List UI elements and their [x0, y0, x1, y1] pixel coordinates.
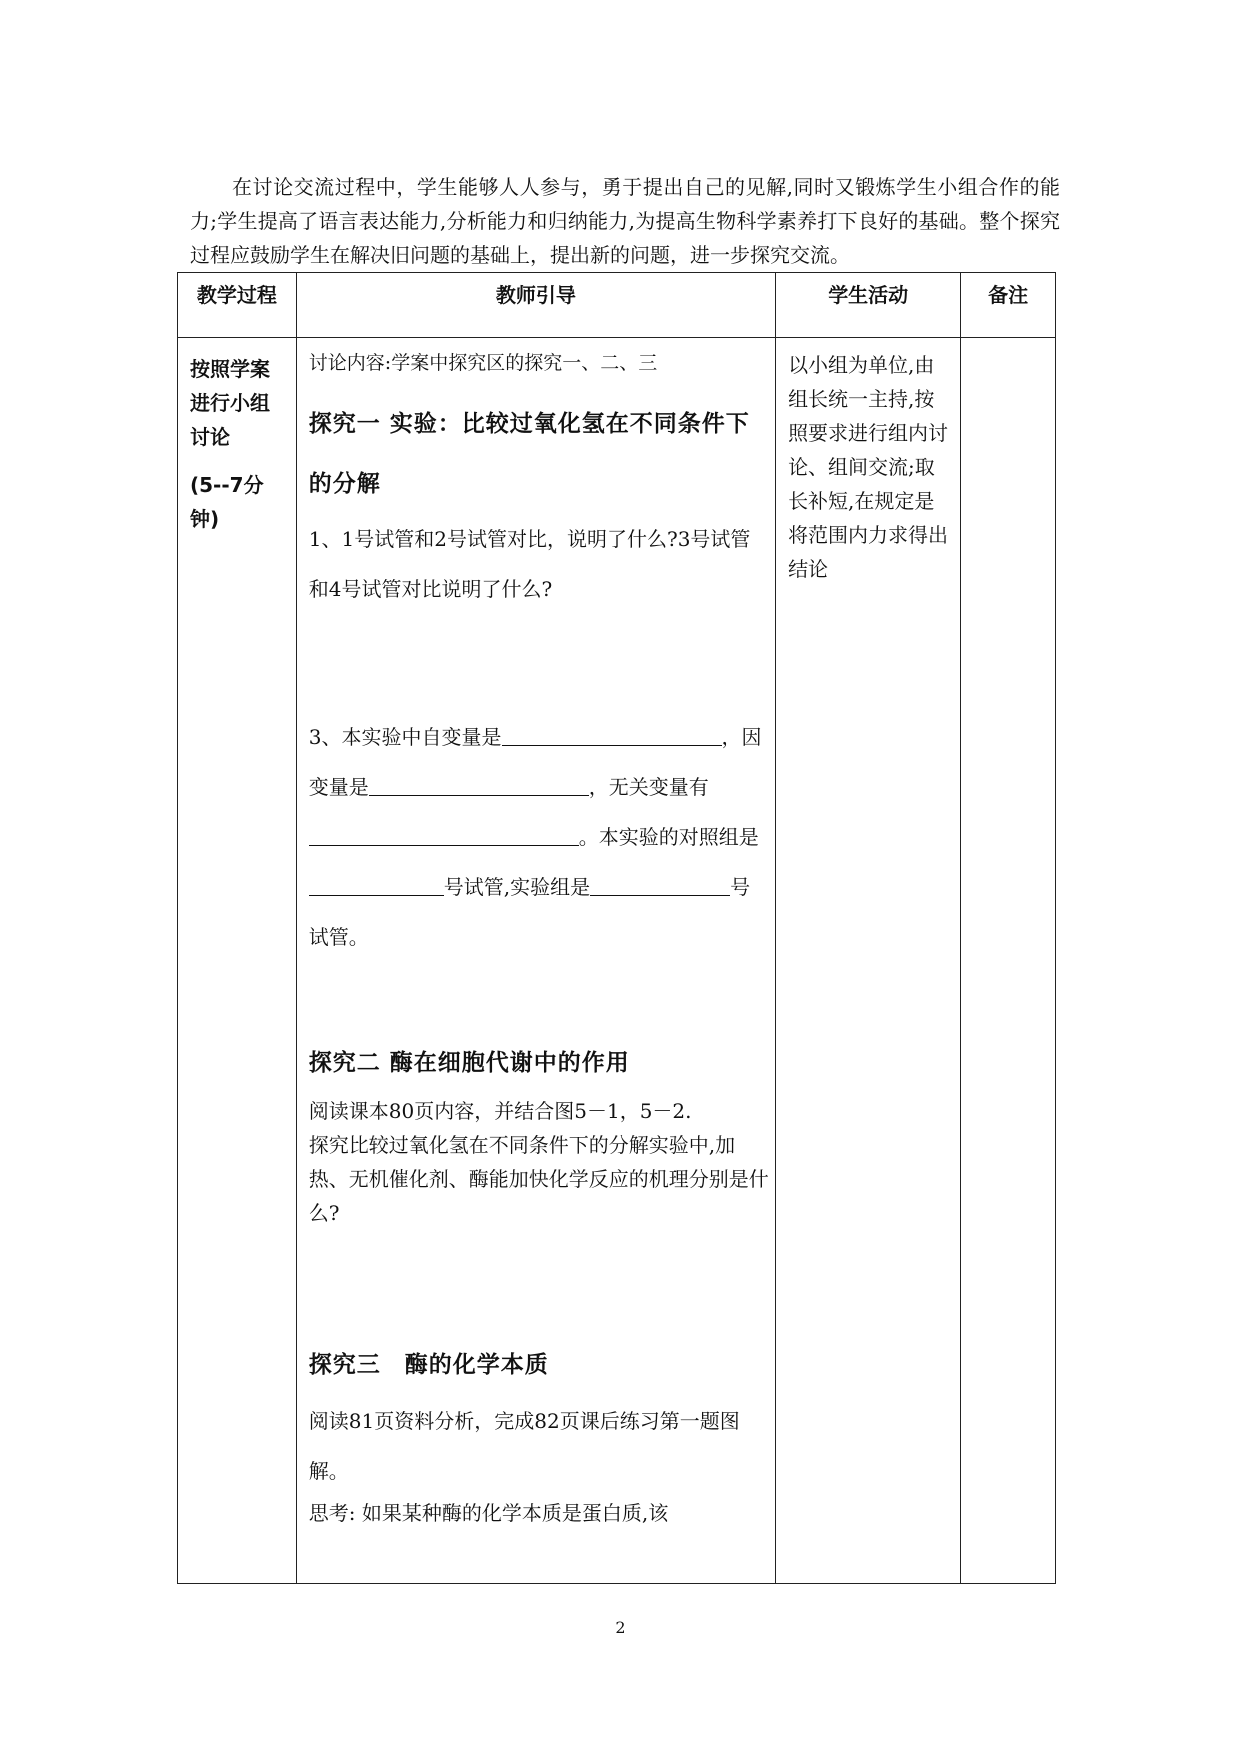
teacher-cell: [296, 338, 775, 1584]
inquiry-3-title: 探究三 酶的化学本质: [308, 1351, 549, 1378]
inquiry-3-reading: 阅读81页资料分析，完成82页课后练习第一题图解。: [308, 1409, 740, 1483]
variables-question: [309, 712, 769, 962]
discussion-content: 讨论内容:学案中探究区的探究一、二、三: [308, 352, 658, 374]
header-notes: 备注: [961, 273, 1056, 338]
student-activity-text: 以小组为单位,由组长统一主持,按照要求进行组内讨论、组间交流;取长补短,在规定是将范围内力求得出结论: [788, 353, 949, 581]
table-row: [178, 338, 1056, 1584]
blank-control-group[interactable]: [309, 875, 444, 896]
inquiry-1-question: 1、1号试管和2号试管对比，说明了什么?3号试管和4号试管对比说明了什么?: [308, 527, 751, 601]
variables-text-2: ，因变量是: [308, 725, 762, 799]
lesson-table: [177, 272, 1056, 1584]
inquiry-1-title: 探究一 实验：比较过氧化氢在不同条件下的分解: [308, 410, 750, 497]
header-student-activity: 学生活动: [776, 273, 961, 338]
variables-text-3: ，无关变量有: [588, 775, 709, 799]
process-title: 按照学案进行小组讨论: [190, 357, 270, 449]
inquiry-2-title: 探究二 酶在细胞代谢中的作用: [308, 1049, 630, 1076]
variables-text-1: 3、本实验中自变量是: [308, 725, 502, 749]
blank-irrelevant-variables[interactable]: [309, 825, 579, 846]
process-time: (5--7分钟): [190, 473, 264, 531]
blank-experimental-group[interactable]: [590, 875, 730, 896]
header-teacher-guide: 教师引导: [296, 273, 775, 338]
variables-text-5: 号试管,实验组是: [443, 875, 591, 899]
notes-cell: [961, 338, 1056, 1584]
variables-text-6: 号试管。: [308, 875, 751, 949]
blank-independent-variable[interactable]: [502, 725, 722, 746]
intro-paragraph: 在讨论交流过程中，学生能够人人参与，勇于提出自己的见解,同时又锻炼学生小组合作的能力;学生提高了语言表达能力,分析能力和归纳能力,为提高生物科学素养打下良好的基础。整个探究过程应鼓励学生在解决旧问题的基础上，提出新的问题，进一步探究交流。: [190, 175, 1060, 267]
variables-text-4: 。本实验的对照组是: [578, 825, 759, 849]
inquiry-2-reading: 阅读课本80页内容，并结合图5－1，5－2.: [308, 1099, 692, 1123]
student-activity-cell: [776, 338, 961, 1584]
blank-dependent-variable[interactable]: [369, 775, 589, 796]
header-process: 教学过程: [178, 273, 297, 338]
page-number: 2: [615, 1618, 626, 1637]
process-cell: [178, 338, 297, 1584]
inquiry-3-thinking: 思考: 如果某种酶的化学本质是蛋白质,该: [308, 1501, 669, 1525]
table-header-row: [178, 273, 1056, 338]
inquiry-2-question: 探究比较过氧化氢在不同条件下的分解实验中,加热、无机催化剂、酶能加快化学反应的机理分别是什么?: [308, 1133, 769, 1225]
